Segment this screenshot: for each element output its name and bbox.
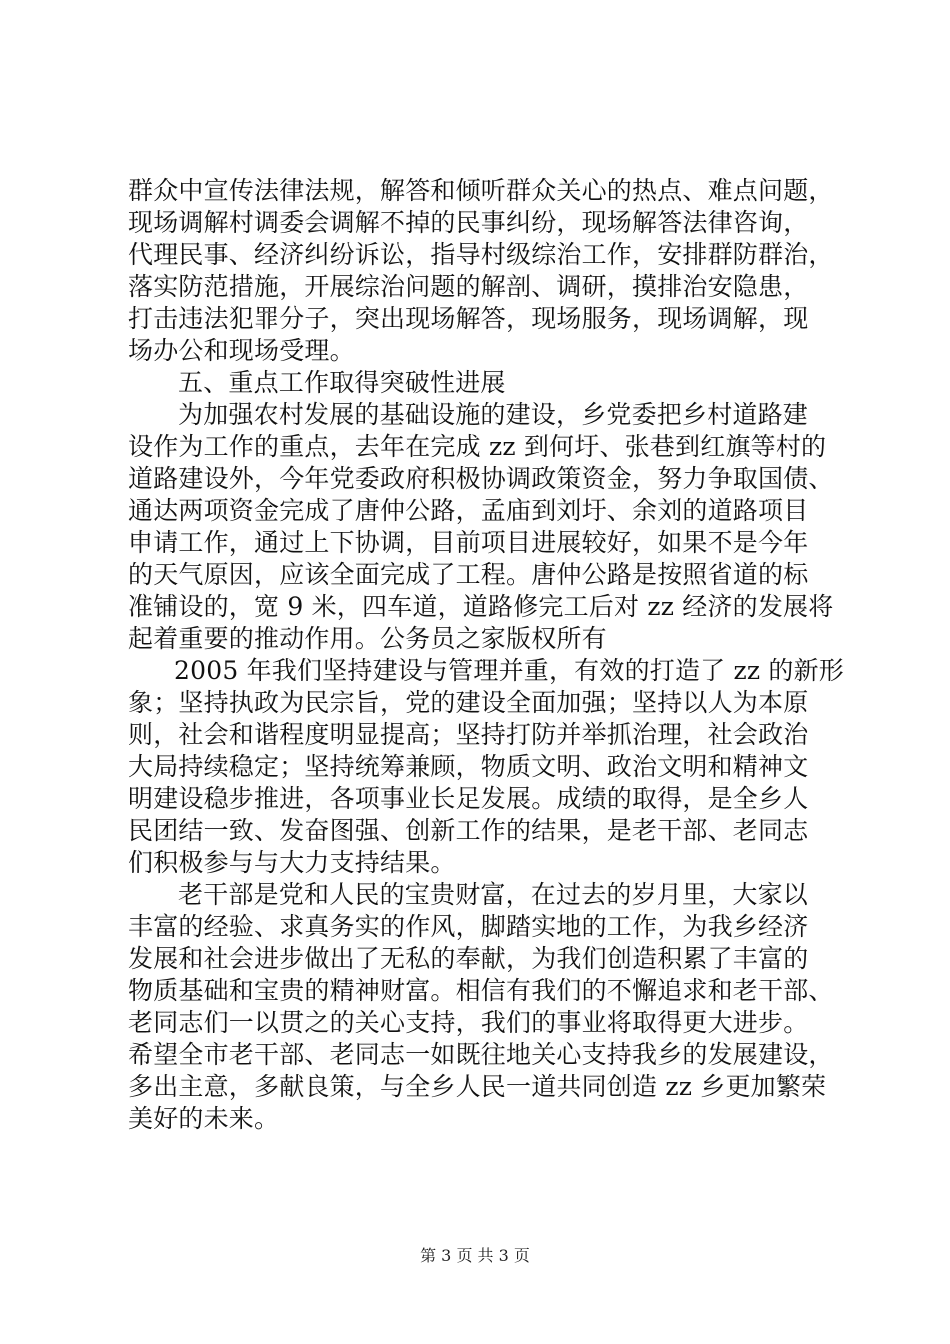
text-line: 打击违法犯罪分子，突出现场解答，现场服务，现场调解，现 — [128, 304, 809, 333]
text-line: 申请工作，通过上下协调，目前项目进展较好，如果不是今年 — [128, 528, 809, 557]
text-line: 则，社会和谐程度明显提高；坚持打防并举抓治理，社会政治 — [128, 720, 809, 749]
text-line: 明建设稳步推进，各项事业长足发展。成绩的取得，是全乡人 — [128, 784, 809, 813]
text-line: 象；坚持执政为民宗旨，党的建设全面加强；坚持以人为本原 — [128, 688, 809, 717]
text-line: 设作为工作的重点，去年在完成 zz 到何圩、张巷到红旗等村的 — [128, 432, 827, 461]
text-line: 现场调解村调委会调解不掉的民事纠纷，现场解答法律咨询， — [128, 208, 809, 237]
text-line: 大局持续稳定；坚持统筹兼顾，物质文明、政治文明和精神文 — [128, 752, 809, 781]
text-line: 道路建设外，今年党委政府积极协调政策资金，努力争取国债、 — [128, 464, 834, 493]
section-heading: 五、重点工作取得突破性进展 — [178, 368, 506, 397]
text-line: 的天气原因，应该全面完成了工程。唐仲公路是按照省道的标 — [128, 560, 809, 589]
text-line: 群众中宣传法律法规，解答和倾听群众关心的热点、难点问题， — [128, 176, 834, 205]
text-line: 丰富的经验、求真务实的作风，脚踏实地的工作，为我乡经济 — [128, 912, 809, 941]
text-line: 通达两项资金完成了唐仲公路，孟庙到刘圩、余刘的道路项目 — [128, 496, 809, 525]
text-line: 代理民事、经济纠纷诉讼，指导村级综治工作，安排群防群治， — [128, 240, 834, 269]
text-line: 准铺设的，宽 9 米，四车道，道路修完工后对 zz 经济的发展将 — [128, 592, 834, 621]
text-line: 老同志们一以贯之的关心支持，我们的事业将取得更大进步。 — [128, 1008, 809, 1037]
text-line: 美好的未来。 — [128, 1104, 280, 1133]
text-line: 场办公和现场受理。 — [128, 336, 355, 365]
text-line: 发展和社会进步做出了无私的奉献，为我们创造积累了丰富的 — [128, 944, 809, 973]
document-body — [128, 175, 845, 1135]
text-line: 为加强农村发展的基础设施的建设，乡党委把乡村道路建 — [178, 400, 809, 429]
page-footer: 第 3 页 共 3 页 — [420, 1246, 530, 1265]
text-line: 老干部是党和人民的宝贵财富，在过去的岁月里，大家以 — [178, 880, 809, 909]
text-line: 起着重要的推动作用。公务员之家版权所有 — [128, 624, 607, 653]
text-line: 落实防范措施，开展综治问题的解剖、调研，摸排治安隐患， — [128, 272, 809, 301]
text-line: 2005 年我们坚持建设与管理并重，有效的打造了 zz 的新形 — [174, 656, 845, 685]
text-line: 们积极参与与大力支持结果。 — [128, 848, 456, 877]
text-line: 多出主意，多献良策，与全乡人民一道共同创造 zz 乡更加繁荣 — [128, 1072, 827, 1101]
text-line: 希望全市老干部、老同志一如既往地关心支持我乡的发展建设， — [128, 1040, 834, 1069]
text-line: 物质基础和宝贵的精神财富。相信有我们的不懈追求和老干部、 — [128, 976, 834, 1005]
text-line: 民团结一致、发奋图强、创新工作的结果，是老干部、老同志 — [128, 816, 809, 845]
